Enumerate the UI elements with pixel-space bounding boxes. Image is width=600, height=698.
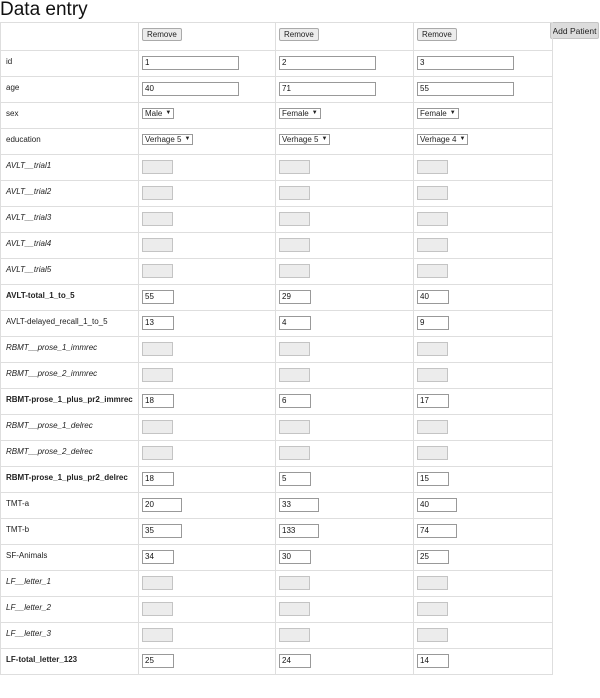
- cell-age-patient-2: [276, 77, 414, 103]
- row-label-AVLT_trial3: AVLT__trial3: [1, 207, 139, 233]
- header-row: [1, 23, 553, 51]
- row-AVLT_trial1: [1, 155, 553, 181]
- cell-AVLT_trial4-patient-1: [139, 233, 276, 259]
- dropdown-arrow-icon: ▼: [449, 110, 456, 116]
- row-label-LF_letter1: LF__letter_1: [1, 571, 139, 597]
- cell-RBMT_p1_imm-patient-3: [414, 337, 553, 363]
- row-TMT_b: [1, 519, 553, 545]
- LF_letter3-disabled-input-patient-2: [279, 628, 310, 642]
- RBMT_delrec-input-patient-2[interactable]: 5: [279, 472, 311, 486]
- AVLT_trial2-disabled-input-patient-2: [279, 186, 310, 200]
- education-selected-value: Verhage 5: [282, 135, 319, 144]
- cell-LF_letter2-patient-3: [414, 597, 553, 623]
- cell-LF_letter3-patient-3: [414, 623, 553, 649]
- cell-id-patient-1: [139, 51, 276, 77]
- AVLT_trial4-disabled-input-patient-2: [279, 238, 310, 252]
- AVLT_trial1-disabled-input-patient-1: [142, 160, 173, 174]
- cell-AVLT_trial4-patient-3: [414, 233, 553, 259]
- cell-RBMT_p2_del-patient-3: [414, 441, 553, 467]
- row-AVLT_trial3: [1, 207, 553, 233]
- sex-selected-value: Female: [420, 109, 447, 118]
- age-input-patient-2[interactable]: 71: [279, 82, 376, 96]
- row-label-sex: sex: [1, 103, 139, 129]
- remove-patient-3-button[interactable]: Remove: [417, 28, 457, 41]
- cell-TMT_a-patient-2: [276, 493, 414, 519]
- AVLT_trial3-disabled-input-patient-2: [279, 212, 310, 226]
- cell-LF_letter1-patient-3: [414, 571, 553, 597]
- RBMT_p1_imm-disabled-input-patient-1: [142, 342, 173, 356]
- age-input-patient-3[interactable]: 55: [417, 82, 514, 96]
- AVLT_delayed-input-patient-3[interactable]: 9: [417, 316, 449, 330]
- row-RBMT_p1_del: [1, 415, 553, 441]
- dropdown-arrow-icon: ▼: [311, 110, 318, 116]
- cell-LF_letter3-patient-1: [139, 623, 276, 649]
- cell-RBMT_p2_imm-patient-3: [414, 363, 553, 389]
- row-LF_letter3: [1, 623, 553, 649]
- cell-AVLT_trial2-patient-1: [139, 181, 276, 207]
- cell-LF_letter3-patient-2: [276, 623, 414, 649]
- cell-AVLT_delayed-patient-1: [139, 311, 276, 337]
- row-label-AVLT_trial2: AVLT__trial2: [1, 181, 139, 207]
- TMT_b-input-patient-2[interactable]: 133: [279, 524, 319, 538]
- row-label-RBMT_p2_del: RBMT__prose_2_delrec: [1, 441, 139, 467]
- cell-RBMT_p2_del-patient-2: [276, 441, 414, 467]
- row-label-RBMT_p1_imm: RBMT__prose_1_immrec: [1, 337, 139, 363]
- row-education: [1, 129, 553, 155]
- cell-AVLT_delayed-patient-3: [414, 311, 553, 337]
- cell-AVLT_trial1-patient-2: [276, 155, 414, 181]
- row-label-LF_letter2: LF__letter_2: [1, 597, 139, 623]
- sex-select-patient-1[interactable]: [142, 108, 174, 119]
- AVLT_total-input-patient-1[interactable]: 55: [142, 290, 174, 304]
- row-LF_letter2: [1, 597, 553, 623]
- cell-AVLT_delayed-patient-2: [276, 311, 414, 337]
- RBMT_immrec-input-patient-1[interactable]: 18: [142, 394, 174, 408]
- cell-education-patient-2: [276, 129, 414, 155]
- cell-TMT_a-patient-3: [414, 493, 553, 519]
- cell-AVLT_total-patient-3: [414, 285, 553, 311]
- RBMT_p1_del-disabled-input-patient-3: [417, 420, 448, 434]
- id-input-patient-3[interactable]: 3: [417, 56, 514, 70]
- education-select-patient-2[interactable]: [279, 134, 330, 145]
- RBMT_p2_del-disabled-input-patient-2: [279, 446, 310, 460]
- sex-select-patient-2[interactable]: [279, 108, 321, 119]
- AVLT_trial4-disabled-input-patient-1: [142, 238, 173, 252]
- row-label-AVLT_total: AVLT-total_1_to_5: [1, 285, 139, 311]
- RBMT_p2_imm-disabled-input-patient-3: [417, 368, 448, 382]
- cell-AVLT_trial3-patient-3: [414, 207, 553, 233]
- cell-AVLT_trial3-patient-2: [276, 207, 414, 233]
- row-SF_Animals: [1, 545, 553, 571]
- row-label-education: education: [1, 129, 139, 155]
- cell-TMT_b-patient-1: [139, 519, 276, 545]
- cell-SF_Animals-patient-3: [414, 545, 553, 571]
- remove-cell-patient-2: [276, 23, 414, 51]
- AVLT_total-input-patient-2[interactable]: 29: [279, 290, 311, 304]
- row-RBMT_p2_imm: [1, 363, 553, 389]
- cell-AVLT_total-patient-2: [276, 285, 414, 311]
- RBMT_p2_imm-disabled-input-patient-2: [279, 368, 310, 382]
- RBMT_immrec-input-patient-2[interactable]: 6: [279, 394, 311, 408]
- remove-cell-patient-3: [414, 23, 553, 51]
- cell-LF_letter2-patient-1: [139, 597, 276, 623]
- cell-AVLT_trial5-patient-3: [414, 259, 553, 285]
- AVLT_total-input-patient-3[interactable]: 40: [417, 290, 449, 304]
- TMT_b-input-patient-3[interactable]: 74: [417, 524, 457, 538]
- cell-RBMT_immrec-patient-2: [276, 389, 414, 415]
- cell-RBMT_p1_del-patient-1: [139, 415, 276, 441]
- row-id: [1, 51, 553, 77]
- dropdown-arrow-icon: ▼: [459, 136, 466, 142]
- row-RBMT_delrec: [1, 467, 553, 493]
- row-sex: [1, 103, 553, 129]
- dropdown-arrow-icon: ▼: [184, 136, 191, 142]
- row-label-LF_letter3: LF__letter_3: [1, 623, 139, 649]
- AVLT_trial3-disabled-input-patient-3: [417, 212, 448, 226]
- RBMT_p2_imm-disabled-input-patient-1: [142, 368, 173, 382]
- row-label-id: id: [1, 51, 139, 77]
- cell-TMT_b-patient-2: [276, 519, 414, 545]
- row-label-AVLT_trial1: AVLT__trial1: [1, 155, 139, 181]
- LF_letter3-disabled-input-patient-3: [417, 628, 448, 642]
- data-entry-table: [0, 22, 553, 675]
- cell-SF_Animals-patient-2: [276, 545, 414, 571]
- row-AVLT_delayed: [1, 311, 553, 337]
- cell-AVLT_trial5-patient-2: [276, 259, 414, 285]
- cell-sex-patient-1: [139, 103, 276, 129]
- row-age: [1, 77, 553, 103]
- cell-AVLT_trial1-patient-3: [414, 155, 553, 181]
- cell-RBMT_p1_del-patient-3: [414, 415, 553, 441]
- cell-LF_letter1-patient-1: [139, 571, 276, 597]
- cell-age-patient-3: [414, 77, 553, 103]
- cell-RBMT_immrec-patient-1: [139, 389, 276, 415]
- row-AVLT_trial5: [1, 259, 553, 285]
- id-input-patient-1[interactable]: 1: [142, 56, 239, 70]
- cell-AVLT_trial2-patient-2: [276, 181, 414, 207]
- cell-RBMT_p2_del-patient-1: [139, 441, 276, 467]
- SF_Animals-input-patient-2[interactable]: 30: [279, 550, 311, 564]
- LF_total-input-patient-2[interactable]: 24: [279, 654, 311, 668]
- row-label-AVLT_delayed: AVLT-delayed_recall_1_to_5: [1, 311, 139, 337]
- RBMT_immrec-input-patient-3[interactable]: 17: [417, 394, 449, 408]
- row-label-SF_Animals: SF-Animals: [1, 545, 139, 571]
- cell-age-patient-1: [139, 77, 276, 103]
- cell-id-patient-3: [414, 51, 553, 77]
- cell-sex-patient-3: [414, 103, 553, 129]
- cell-RBMT_p2_imm-patient-2: [276, 363, 414, 389]
- row-label-RBMT_p2_imm: RBMT__prose_2_immrec: [1, 363, 139, 389]
- LF_total-input-patient-3[interactable]: 14: [417, 654, 449, 668]
- row-label-TMT_b: TMT-b: [1, 519, 139, 545]
- row-label-RBMT_p1_del: RBMT__prose_1_delrec: [1, 415, 139, 441]
- LF_letter2-disabled-input-patient-2: [279, 602, 310, 616]
- cell-RBMT_delrec-patient-2: [276, 467, 414, 493]
- education-select-patient-3[interactable]: [417, 134, 468, 145]
- AVLT_delayed-input-patient-1[interactable]: 13: [142, 316, 174, 330]
- cell-LF_letter1-patient-2: [276, 571, 414, 597]
- cell-TMT_b-patient-3: [414, 519, 553, 545]
- sex-selected-value: Female: [282, 109, 309, 118]
- education-selected-value: Verhage 5: [145, 135, 182, 144]
- AVLT_trial4-disabled-input-patient-3: [417, 238, 448, 252]
- AVLT_trial1-disabled-input-patient-2: [279, 160, 310, 174]
- cell-LF_total-patient-1: [139, 649, 276, 675]
- cell-AVLT_total-patient-1: [139, 285, 276, 311]
- sex-selected-value: Male: [145, 109, 163, 118]
- row-label-RBMT_delrec: RBMT-prose_1_plus_pr2_delrec: [1, 467, 139, 493]
- cell-RBMT_p1_del-patient-2: [276, 415, 414, 441]
- LF_letter1-disabled-input-patient-3: [417, 576, 448, 590]
- cell-AVLT_trial3-patient-1: [139, 207, 276, 233]
- age-input-patient-1[interactable]: 40: [142, 82, 239, 96]
- cell-RBMT_p2_imm-patient-1: [139, 363, 276, 389]
- SF_Animals-input-patient-3[interactable]: 25: [417, 550, 449, 564]
- dropdown-arrow-icon: ▼: [165, 110, 172, 116]
- add-patient-button[interactable]: Add Patient: [550, 22, 599, 39]
- row-label-age: age: [1, 77, 139, 103]
- cell-AVLT_trial5-patient-1: [139, 259, 276, 285]
- AVLT_delayed-input-patient-2[interactable]: 4: [279, 316, 311, 330]
- row-AVLT_trial4: [1, 233, 553, 259]
- cell-AVLT_trial4-patient-2: [276, 233, 414, 259]
- remove-patient-1-button[interactable]: Remove: [142, 28, 182, 41]
- RBMT_p2_del-disabled-input-patient-1: [142, 446, 173, 460]
- cell-RBMT_delrec-patient-1: [139, 467, 276, 493]
- cell-AVLT_trial1-patient-1: [139, 155, 276, 181]
- row-label-AVLT_trial5: AVLT__trial5: [1, 259, 139, 285]
- LF_total-input-patient-1[interactable]: 25: [142, 654, 174, 668]
- row-LF_total: [1, 649, 553, 675]
- header-label-cell: [1, 23, 139, 51]
- cell-education-patient-3: [414, 129, 553, 155]
- row-AVLT_total: [1, 285, 553, 311]
- RBMT_p1_imm-disabled-input-patient-3: [417, 342, 448, 356]
- id-input-patient-2[interactable]: 2: [279, 56, 376, 70]
- LF_letter2-disabled-input-patient-3: [417, 602, 448, 616]
- cell-LF_total-patient-2: [276, 649, 414, 675]
- LF_letter1-disabled-input-patient-2: [279, 576, 310, 590]
- sex-select-patient-3[interactable]: [417, 108, 459, 119]
- cell-SF_Animals-patient-1: [139, 545, 276, 571]
- cell-education-patient-1: [139, 129, 276, 155]
- RBMT_delrec-input-patient-1[interactable]: 18: [142, 472, 174, 486]
- LF_letter2-disabled-input-patient-1: [142, 602, 173, 616]
- RBMT_delrec-input-patient-3[interactable]: 15: [417, 472, 449, 486]
- RBMT_p1_del-disabled-input-patient-2: [279, 420, 310, 434]
- education-select-patient-1[interactable]: [142, 134, 193, 145]
- row-TMT_a: [1, 493, 553, 519]
- row-AVLT_trial2: [1, 181, 553, 207]
- LF_letter3-disabled-input-patient-1: [142, 628, 173, 642]
- row-label-AVLT_trial4: AVLT__trial4: [1, 233, 139, 259]
- TMT_a-input-patient-3[interactable]: 40: [417, 498, 457, 512]
- education-selected-value: Verhage 4: [420, 135, 457, 144]
- cell-RBMT_immrec-patient-3: [414, 389, 553, 415]
- row-RBMT_p1_imm: [1, 337, 553, 363]
- page-title: Data entry: [0, 0, 88, 20]
- remove-patient-2-button[interactable]: Remove: [279, 28, 319, 41]
- cell-RBMT_delrec-patient-3: [414, 467, 553, 493]
- row-RBMT_immrec: [1, 389, 553, 415]
- dropdown-arrow-icon: ▼: [321, 136, 328, 142]
- SF_Animals-input-patient-1[interactable]: 34: [142, 550, 174, 564]
- cell-AVLT_trial2-patient-3: [414, 181, 553, 207]
- cell-LF_total-patient-3: [414, 649, 553, 675]
- AVLT_trial5-disabled-input-patient-1: [142, 264, 173, 278]
- row-label-RBMT_immrec: RBMT-prose_1_plus_pr2_immrec: [1, 389, 139, 415]
- AVLT_trial5-disabled-input-patient-3: [417, 264, 448, 278]
- AVLT_trial1-disabled-input-patient-3: [417, 160, 448, 174]
- AVLT_trial5-disabled-input-patient-2: [279, 264, 310, 278]
- data-entry-table-body: [1, 23, 553, 675]
- row-label-LF_total: LF-total_letter_123: [1, 649, 139, 675]
- row-LF_letter1: [1, 571, 553, 597]
- cell-RBMT_p1_imm-patient-1: [139, 337, 276, 363]
- TMT_a-input-patient-1[interactable]: 20: [142, 498, 182, 512]
- RBMT_p1_imm-disabled-input-patient-2: [279, 342, 310, 356]
- row-label-TMT_a: TMT-a: [1, 493, 139, 519]
- remove-cell-patient-1: [139, 23, 276, 51]
- cell-RBMT_p1_imm-patient-2: [276, 337, 414, 363]
- cell-sex-patient-2: [276, 103, 414, 129]
- AVLT_trial2-disabled-input-patient-1: [142, 186, 173, 200]
- cell-LF_letter2-patient-2: [276, 597, 414, 623]
- RBMT_p2_del-disabled-input-patient-3: [417, 446, 448, 460]
- cell-TMT_a-patient-1: [139, 493, 276, 519]
- AVLT_trial2-disabled-input-patient-3: [417, 186, 448, 200]
- row-RBMT_p2_del: [1, 441, 553, 467]
- TMT_b-input-patient-1[interactable]: 35: [142, 524, 182, 538]
- AVLT_trial3-disabled-input-patient-1: [142, 212, 173, 226]
- TMT_a-input-patient-2[interactable]: 33: [279, 498, 319, 512]
- RBMT_p1_del-disabled-input-patient-1: [142, 420, 173, 434]
- LF_letter1-disabled-input-patient-1: [142, 576, 173, 590]
- cell-id-patient-2: [276, 51, 414, 77]
